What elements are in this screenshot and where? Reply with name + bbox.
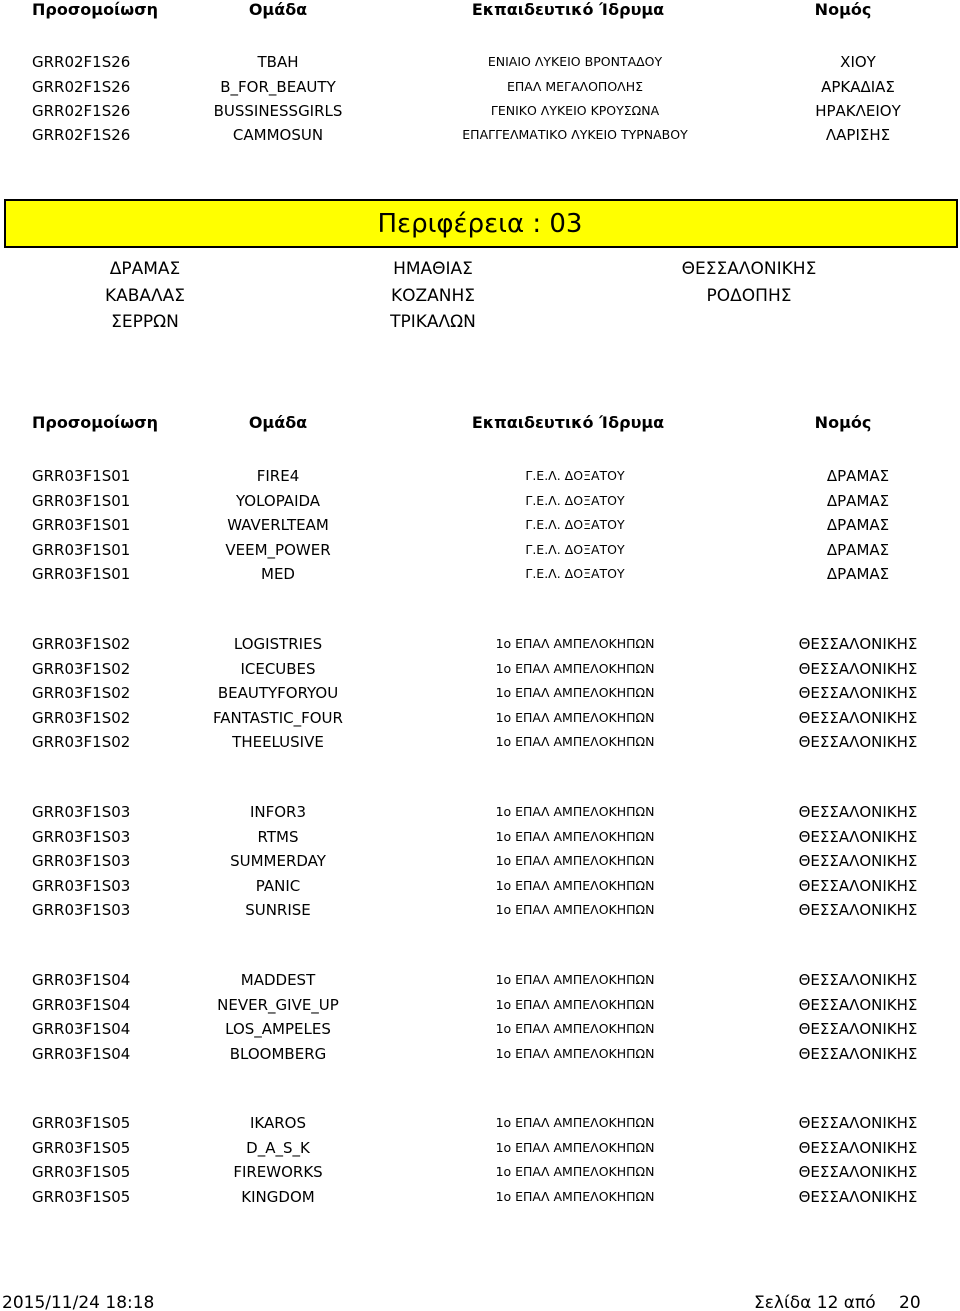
cell-institution: 1ο ΕΠΑΛ ΑΜΠΕΛΟΚΗΠΩΝ (495, 1046, 655, 1061)
footer-timestamp: 2015/11/24 18:18 (2, 1293, 155, 1311)
cell-team: VEEM_POWER (225, 541, 331, 559)
cell-institution: 1ο ΕΠΑΛ ΑΜΠΕΛΟΚΗΠΩΝ (495, 997, 655, 1012)
prefecture-item: ΗΜΑΘΙΑΣ (393, 259, 473, 279)
cell-simulation: GRR03F1S03 (32, 803, 131, 821)
col-header-institution: Εκπαιδευτικό Ίδρυμα (471, 0, 665, 19)
cell-institution: ΕΠΑΛ ΜΕΓΑΛΟΠΟΛΗΣ (506, 79, 644, 94)
cell-institution: 1ο ΕΠΑΛ ΑΜΠΕΛΟΚΗΠΩΝ (495, 853, 655, 868)
cell-team: SUMMERDAY (230, 852, 326, 870)
prefecture-item: ΤΡΙΚΑΛΩΝ (390, 312, 476, 332)
cell-institution: 1ο ΕΠΑΛ ΑΜΠΕΛΟΚΗΠΩΝ (495, 1021, 655, 1036)
cell-team: FANTASTIC_FOUR (213, 709, 343, 727)
cell-simulation: GRR03F1S01 (32, 492, 131, 510)
cell-simulation: GRR03F1S02 (32, 660, 131, 678)
cell-simulation: GRR03F1S03 (32, 877, 131, 895)
col-header-team: Ομάδα (248, 413, 308, 432)
cell-simulation: GRR02F1S26 (32, 126, 131, 144)
cell-team: KINGDOM (241, 1188, 315, 1206)
cell-institution: Γ.Ε.Λ. ΔΟΞΑΤΟΥ (525, 542, 625, 557)
col-header-simulation: Προσομοίωση (32, 413, 159, 432)
cell-institution: 1ο ΕΠΑΛ ΑΜΠΕΛΟΚΗΠΩΝ (495, 1189, 655, 1204)
cell-simulation: GRR03F1S05 (32, 1114, 131, 1132)
cell-prefecture: ΘΕΣΣΑΛΟΝΙΚΗΣ (798, 684, 918, 702)
cell-team: NEVER_GIVE_UP (217, 996, 339, 1014)
cell-team: BEAUTYFORYOU (217, 684, 339, 702)
cell-institution: ΓΕΝΙΚΟ ΛΥΚΕΙΟ ΚΡΟΥΣΩΝΑ (490, 103, 660, 118)
cell-simulation: GRR03F1S05 (32, 1163, 131, 1181)
cell-prefecture: ΧΙΟΥ (840, 53, 876, 71)
cell-prefecture: ΘΕΣΣΑΛΟΝΙΚΗΣ (798, 660, 918, 678)
cell-institution: 1ο ΕΠΑΛ ΑΜΠΕΛΟΚΗΠΩΝ (495, 829, 655, 844)
cell-team: LOGISTRIES (233, 635, 323, 653)
cell-simulation: GRR03F1S01 (32, 565, 131, 583)
cell-institution: 1ο ΕΠΑΛ ΑΜΠΕΛΟΚΗΠΩΝ (495, 685, 655, 700)
col-header-team: Ομάδα (248, 0, 308, 19)
cell-team: RTMS (257, 828, 299, 846)
cell-simulation: GRR03F1S02 (32, 709, 131, 727)
cell-team: LOS_AMPELES (225, 1020, 331, 1038)
cell-simulation: GRR03F1S02 (32, 684, 131, 702)
cell-simulation: GRR03F1S05 (32, 1139, 131, 1157)
cell-institution: Γ.Ε.Λ. ΔΟΞΑΤΟΥ (525, 517, 625, 532)
cell-team: FIRE4 (256, 467, 300, 485)
prefecture-item: ΣΕΡΡΩΝ (111, 312, 179, 332)
prefecture-item: ΚΟΖΑΝΗΣ (390, 286, 476, 306)
cell-institution: Γ.Ε.Λ. ΔΟΞΑΤΟΥ (525, 468, 625, 483)
cell-team: CAMMOSUN (232, 126, 324, 144)
cell-team: MED (261, 565, 295, 583)
cell-simulation: GRR03F1S02 (32, 635, 131, 653)
cell-team: WAVERLTEAM (227, 516, 329, 534)
cell-prefecture: ΘΕΣΣΑΛΟΝΙΚΗΣ (798, 635, 918, 653)
cell-team: ICECUBES (240, 660, 316, 678)
cell-prefecture: ΘΕΣΣΑΛΟΝΙΚΗΣ (798, 1139, 918, 1157)
cell-institution: 1ο ΕΠΑΛ ΑΜΠΕΛΟΚΗΠΩΝ (495, 804, 655, 819)
cell-prefecture: ΛΑΡΙΣΗΣ (825, 126, 891, 144)
cell-simulation: GRR02F1S26 (32, 53, 131, 71)
cell-team: PANIC (255, 877, 301, 895)
cell-team: BLOOMBERG (229, 1045, 327, 1063)
cell-prefecture: ΘΕΣΣΑΛΟΝΙΚΗΣ (798, 877, 918, 895)
cell-team: B_FOR_BEAUTY (220, 78, 336, 96)
col-header-prefecture: Νομός (814, 413, 872, 432)
cell-simulation: GRR03F1S04 (32, 996, 131, 1014)
cell-simulation: GRR03F1S03 (32, 828, 131, 846)
cell-prefecture: ΘΕΣΣΑΛΟΝΙΚΗΣ (798, 1188, 918, 1206)
cell-team: BUSSINESSGIRLS (213, 102, 343, 120)
cell-prefecture: ΘΕΣΣΑΛΟΝΙΚΗΣ (798, 852, 918, 870)
cell-institution: 1ο ΕΠΑΛ ΑΜΠΕΛΟΚΗΠΩΝ (495, 636, 655, 651)
cell-prefecture: ΘΕΣΣΑΛΟΝΙΚΗΣ (798, 709, 918, 727)
cell-institution: 1ο ΕΠΑΛ ΑΜΠΕΛΟΚΗΠΩΝ (495, 710, 655, 725)
cell-team: D_A_S_K (246, 1139, 310, 1157)
cell-simulation: GRR03F1S04 (32, 971, 131, 989)
cell-simulation: GRR03F1S02 (32, 733, 131, 751)
cell-prefecture: ΑΡΚΑΔΙΑΣ (821, 78, 895, 96)
cell-prefecture: ΔΡΑΜΑΣ (826, 541, 890, 559)
prefecture-item: ΚΑΒΑΛΑΣ (104, 286, 186, 306)
cell-prefecture: ΔΡΑΜΑΣ (826, 467, 890, 485)
cell-institution: 1ο ΕΠΑΛ ΑΜΠΕΛΟΚΗΠΩΝ (495, 1115, 655, 1130)
cell-prefecture: ΘΕΣΣΑΛΟΝΙΚΗΣ (798, 901, 918, 919)
prefecture-item: ΘΕΣΣΑΛΟΝΙΚΗΣ (681, 259, 817, 279)
cell-prefecture: ΘΕΣΣΑΛΟΝΙΚΗΣ (798, 1020, 918, 1038)
col-header-institution: Εκπαιδευτικό Ίδρυμα (471, 413, 665, 432)
cell-simulation: GRR03F1S01 (32, 516, 131, 534)
cell-institution: 1ο ΕΠΑΛ ΑΜΠΕΛΟΚΗΠΩΝ (495, 661, 655, 676)
cell-team: TBAH (257, 53, 299, 71)
cell-prefecture: ΘΕΣΣΑΛΟΝΙΚΗΣ (798, 733, 918, 751)
cell-simulation: GRR02F1S26 (32, 78, 131, 96)
cell-team: SUNRISE (245, 901, 311, 919)
cell-prefecture: ΘΕΣΣΑΛΟΝΙΚΗΣ (798, 803, 918, 821)
cell-simulation: GRR03F1S04 (32, 1045, 131, 1063)
cell-prefecture: ΔΡΑΜΑΣ (826, 565, 890, 583)
cell-simulation: GRR02F1S26 (32, 102, 131, 120)
cell-team: THEELUSIVE (232, 733, 324, 751)
footer-page-total: 20 (899, 1293, 921, 1311)
cell-institution: 1ο ΕΠΑΛ ΑΜΠΕΛΟΚΗΠΩΝ (495, 878, 655, 893)
cell-prefecture: ΘΕΣΣΑΛΟΝΙΚΗΣ (798, 1114, 918, 1132)
cell-team: IKAROS (249, 1114, 307, 1132)
cell-team: MADDEST (240, 971, 316, 989)
cell-prefecture: ΘΕΣΣΑΛΟΝΙΚΗΣ (798, 1163, 918, 1181)
cell-simulation: GRR03F1S04 (32, 1020, 131, 1038)
prefecture-item: ΔΡΑΜΑΣ (109, 259, 181, 279)
cell-simulation: GRR03F1S01 (32, 467, 131, 485)
cell-institution: 1ο ΕΠΑΛ ΑΜΠΕΛΟΚΗΠΩΝ (495, 734, 655, 749)
cell-institution: Γ.Ε.Λ. ΔΟΞΑΤΟΥ (525, 493, 625, 508)
cell-prefecture: ΔΡΑΜΑΣ (826, 492, 890, 510)
cell-institution: 1ο ΕΠΑΛ ΑΜΠΕΛΟΚΗΠΩΝ (495, 1164, 655, 1179)
region-title: Περιφέρεια : 03 (377, 209, 583, 239)
cell-simulation: GRR03F1S03 (32, 852, 131, 870)
cell-prefecture: ΘΕΣΣΑΛΟΝΙΚΗΣ (798, 1045, 918, 1063)
col-header-simulation: Προσομοίωση (32, 0, 159, 19)
cell-team: YOLOPAIDA (235, 492, 321, 510)
cell-prefecture: ΔΡΑΜΑΣ (826, 516, 890, 534)
cell-institution: 1ο ΕΠΑΛ ΑΜΠΕΛΟΚΗΠΩΝ (495, 902, 655, 917)
cell-simulation: GRR03F1S03 (32, 901, 131, 919)
cell-prefecture: ΗΡΑΚΛΕΙΟΥ (815, 102, 901, 120)
col-header-prefecture: Νομός (814, 0, 872, 19)
cell-prefecture: ΘΕΣΣΑΛΟΝΙΚΗΣ (798, 828, 918, 846)
cell-institution: Γ.Ε.Λ. ΔΟΞΑΤΟΥ (525, 566, 625, 581)
cell-institution: ΕΠΑΓΓΕΛΜΑΤΙΚΟ ΛΥΚΕΙΟ ΤΥΡΝΑΒΟΥ (462, 127, 688, 142)
cell-team: FIREWORKS (233, 1163, 323, 1181)
cell-institution: 1ο ΕΠΑΛ ΑΜΠΕΛΟΚΗΠΩΝ (495, 972, 655, 987)
cell-prefecture: ΘΕΣΣΑΛΟΝΙΚΗΣ (798, 996, 918, 1014)
footer-page-label: Σελίδα 12 από (754, 1293, 876, 1311)
cell-institution: ΕΝΙΑΙΟ ΛΥΚΕΙΟ ΒΡΟΝΤΑΔΟΥ (487, 54, 663, 69)
prefecture-item: ΡΟΔΟΠΗΣ (706, 286, 792, 306)
cell-simulation: GRR03F1S01 (32, 541, 131, 559)
cell-simulation: GRR03F1S05 (32, 1188, 131, 1206)
cell-team: INFOR3 (249, 803, 307, 821)
cell-institution: 1ο ΕΠΑΛ ΑΜΠΕΛΟΚΗΠΩΝ (495, 1140, 655, 1155)
cell-prefecture: ΘΕΣΣΑΛΟΝΙΚΗΣ (798, 971, 918, 989)
